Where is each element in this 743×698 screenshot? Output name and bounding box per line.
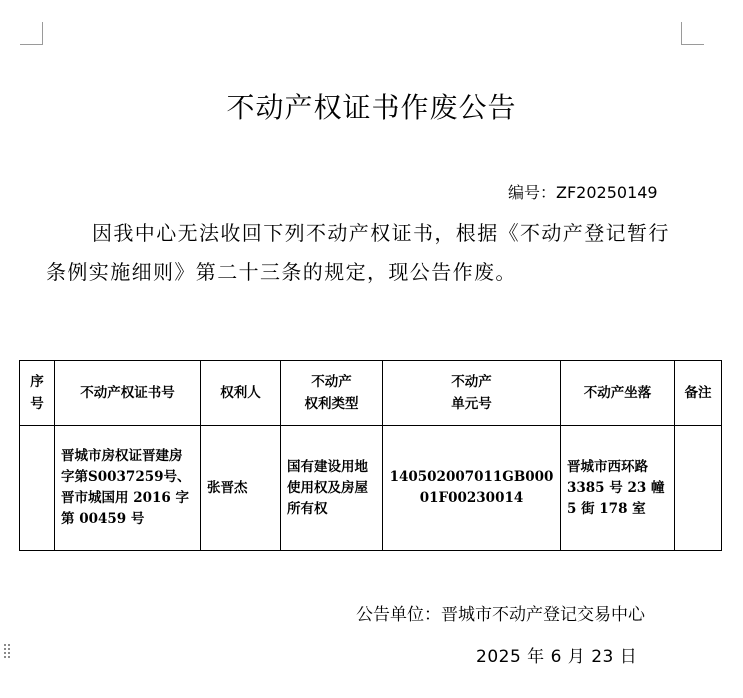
cell-unit-no: 140502007011GB00001F00230014 <box>383 426 561 551</box>
header-right-type-line2: 权利类型 <box>304 396 359 412</box>
drag-handle-icon[interactable] <box>4 644 10 658</box>
cell-remarks <box>675 426 722 551</box>
header-unit-no-line1: 不动产 <box>451 374 492 390</box>
header-unit-no-line2: 单元号 <box>451 396 492 412</box>
document-number: 编号：ZF20250149 <box>508 183 658 202</box>
cell-cert-no: 晋城市房权证晋建房字第S003725​9号、晋市城国用 2016 字第 00459 号 <box>55 426 201 551</box>
table-header-row <box>20 361 722 426</box>
header-unit-no <box>383 361 561 426</box>
cell-holder: 张晋杰 <box>201 426 281 551</box>
header-seq: 序号 <box>20 361 55 426</box>
header-location: 不动产坐落 <box>561 361 675 426</box>
notice-paragraph: 因我中心无法收回下列不动产权证书，根据《不动产登记暂行条例实施细则》第二十三条的规定，现公告作废。 <box>46 221 670 284</box>
table-row <box>20 426 722 551</box>
header-right-type-line1: 不动产 <box>311 374 352 390</box>
cell-right-type: 国有建设用地使用权及房屋所有权 <box>281 426 383 551</box>
header-cert-no: 不动产权证书号 <box>55 361 201 426</box>
page-corner-mark-top-right <box>681 22 704 45</box>
header-right-type <box>281 361 383 426</box>
header-remarks: 备注 <box>675 361 722 426</box>
issuing-organization: 公告单位：晋城市不动产登记交易中心 <box>356 605 645 625</box>
page-corner-mark-top-left <box>20 22 43 45</box>
cell-location: 晋城市西环路3385 号 23 幢 5 街 178 室 <box>561 426 675 551</box>
header-holder: 权利人 <box>201 361 281 426</box>
notice-date: 2025 年 6 月 23 日 <box>476 647 638 667</box>
certificate-table <box>19 360 722 551</box>
cell-seq <box>20 426 55 551</box>
page-title: 不动产权证书作废公告 <box>226 91 517 124</box>
